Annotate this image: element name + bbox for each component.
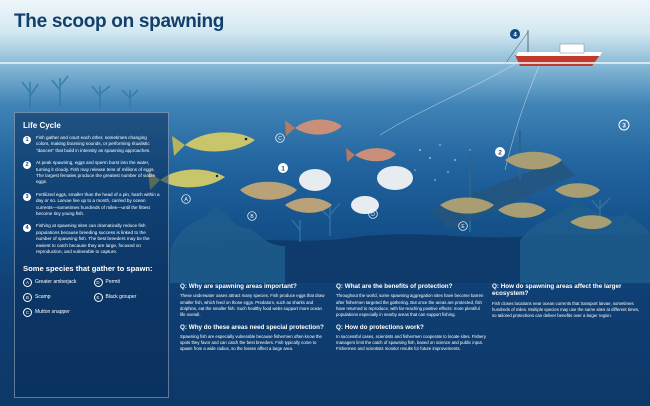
qa-section xyxy=(180,283,642,401)
species-badge: E xyxy=(94,293,103,302)
answer: Fish closes locations near ocean currents that transport larvae, sometimes hundreds of miles. Multiple species may use the same sites at different times, so tailored protections can deliver benefits over a larger region. xyxy=(492,300,640,318)
species-name: Scamp xyxy=(35,294,51,300)
species-badge: B xyxy=(23,293,32,302)
qa-column-1 xyxy=(180,283,328,358)
question: Q: How do protections work? xyxy=(336,323,424,331)
species-name: Black grouper xyxy=(105,294,137,300)
answer: These underwater oases attract many species. Fish produce eggs that draw smaller fish, which feed on those eggs. Predators, such as sharks and dolphins, eat the smaller fish. Such healthy food webs support more ocean life overall. xyxy=(180,293,325,317)
svg-text:4: 4 xyxy=(513,31,517,39)
svg-text:E: E xyxy=(461,224,465,230)
species-badge: D xyxy=(94,278,103,287)
svg-text:1: 1 xyxy=(281,165,285,173)
svg-text:D: D xyxy=(371,212,375,218)
svg-text:B: B xyxy=(250,214,254,220)
step-text: Fishing at spawning sites can dramatically reduce fish populations because breeding success is linked to the number of spawning fish. The best breeders may be the easiest to catch because they are large, focused on reproduction, and vulnerable to capture. xyxy=(36,223,150,255)
question: Q: Why are spawning areas important? xyxy=(180,283,297,290)
question: Q: What are the benefits of protection? xyxy=(336,283,453,290)
marker-1 xyxy=(278,163,288,173)
page-title: The scoop on spawning xyxy=(14,11,225,32)
life-cycle-step xyxy=(23,160,160,186)
fish-mutton-snapper xyxy=(285,120,342,137)
life-cycle-step xyxy=(23,192,160,218)
species-title: Some species that gather to spawn: xyxy=(23,263,153,273)
species-item xyxy=(23,308,90,317)
qa-column-3 xyxy=(492,283,642,325)
species-badge: A xyxy=(23,278,32,287)
species-item xyxy=(94,278,161,287)
step-number: 2 xyxy=(23,161,31,169)
answer: In successful cases, scientists and fishermen cooperate to locate sites. Fishery managers limit the catch of spawning fish, based on science and public input. Fishermen and scientists monitor results for future improvements. xyxy=(336,334,486,352)
fish-mutton-snapper xyxy=(346,148,396,162)
svg-text:C: C xyxy=(278,136,282,142)
species-list xyxy=(23,278,160,317)
answer: Throughout the world, some spawning aggregation sites have become barren after fishermen targeted the gathering. But once the areas are protected, fish have returned to reproduce, with far-reaching positive effects: more plentiful populations especially in nearby areas that can support fishing. xyxy=(336,293,484,317)
step-number: 3 xyxy=(23,193,31,201)
species-name: Greater amberjack xyxy=(35,279,77,285)
marker-a xyxy=(182,195,191,204)
species-badge: C xyxy=(23,308,32,317)
marker-b xyxy=(248,212,257,221)
life-cycle-step xyxy=(23,135,160,154)
fish-amberjack xyxy=(172,132,255,156)
species-item xyxy=(23,278,90,287)
species-name: Mutton snapper xyxy=(35,309,70,315)
life-cycle-step xyxy=(23,223,160,255)
step-text: Fertilized eggs, smaller than the head of a pin, hatch within a day or so. Larvae live up to a month, carried by ocean currents—sometimes hundreds of miles—until the fittest become tiny young fish. xyxy=(36,191,160,217)
species-item xyxy=(23,293,90,302)
marker-c xyxy=(276,134,285,143)
svg-text:3: 3 xyxy=(622,122,626,130)
question: Q: How do spawning areas affect the larger ecosystem? xyxy=(492,283,622,298)
egg-cloud xyxy=(414,144,471,181)
step-number: 1 xyxy=(23,136,31,144)
qa-column-2 xyxy=(336,283,486,358)
reef-left xyxy=(170,205,285,283)
marker-3 xyxy=(619,120,629,130)
fishing-line xyxy=(380,64,540,170)
svg-text:2: 2 xyxy=(498,149,502,157)
answer: Spawning fish are especially vulnerable because fishermen often know the spots they favor and can catch the best breeders. Fish typically come to spawn from a wide radius, so the losses affect a large area. xyxy=(180,334,322,352)
question: Q: Why do these areas need special protection? xyxy=(180,323,324,331)
svg-text:A: A xyxy=(184,197,188,203)
life-cycle-title: Life Cycle xyxy=(23,121,61,130)
water-surface xyxy=(0,62,650,64)
species-item xyxy=(94,293,161,302)
marker-4 xyxy=(510,29,520,39)
step-text: Fish gather and court each other, sometimes changing colors, making booming sounds, or performing ritualistic "dances" that build in intensity as spawning approaches. xyxy=(36,135,151,153)
life-cycle-panel xyxy=(14,112,169,398)
step-number: 4 xyxy=(23,224,31,232)
step-text: At peak spawning, eggs and sperm burst into the water, turning it cloudy. Fish may release tens of millions of eggs. The largest females produce the greatest number of viable eggs. xyxy=(36,160,155,185)
marker-2 xyxy=(495,147,505,157)
species-name: Permit xyxy=(105,279,120,285)
